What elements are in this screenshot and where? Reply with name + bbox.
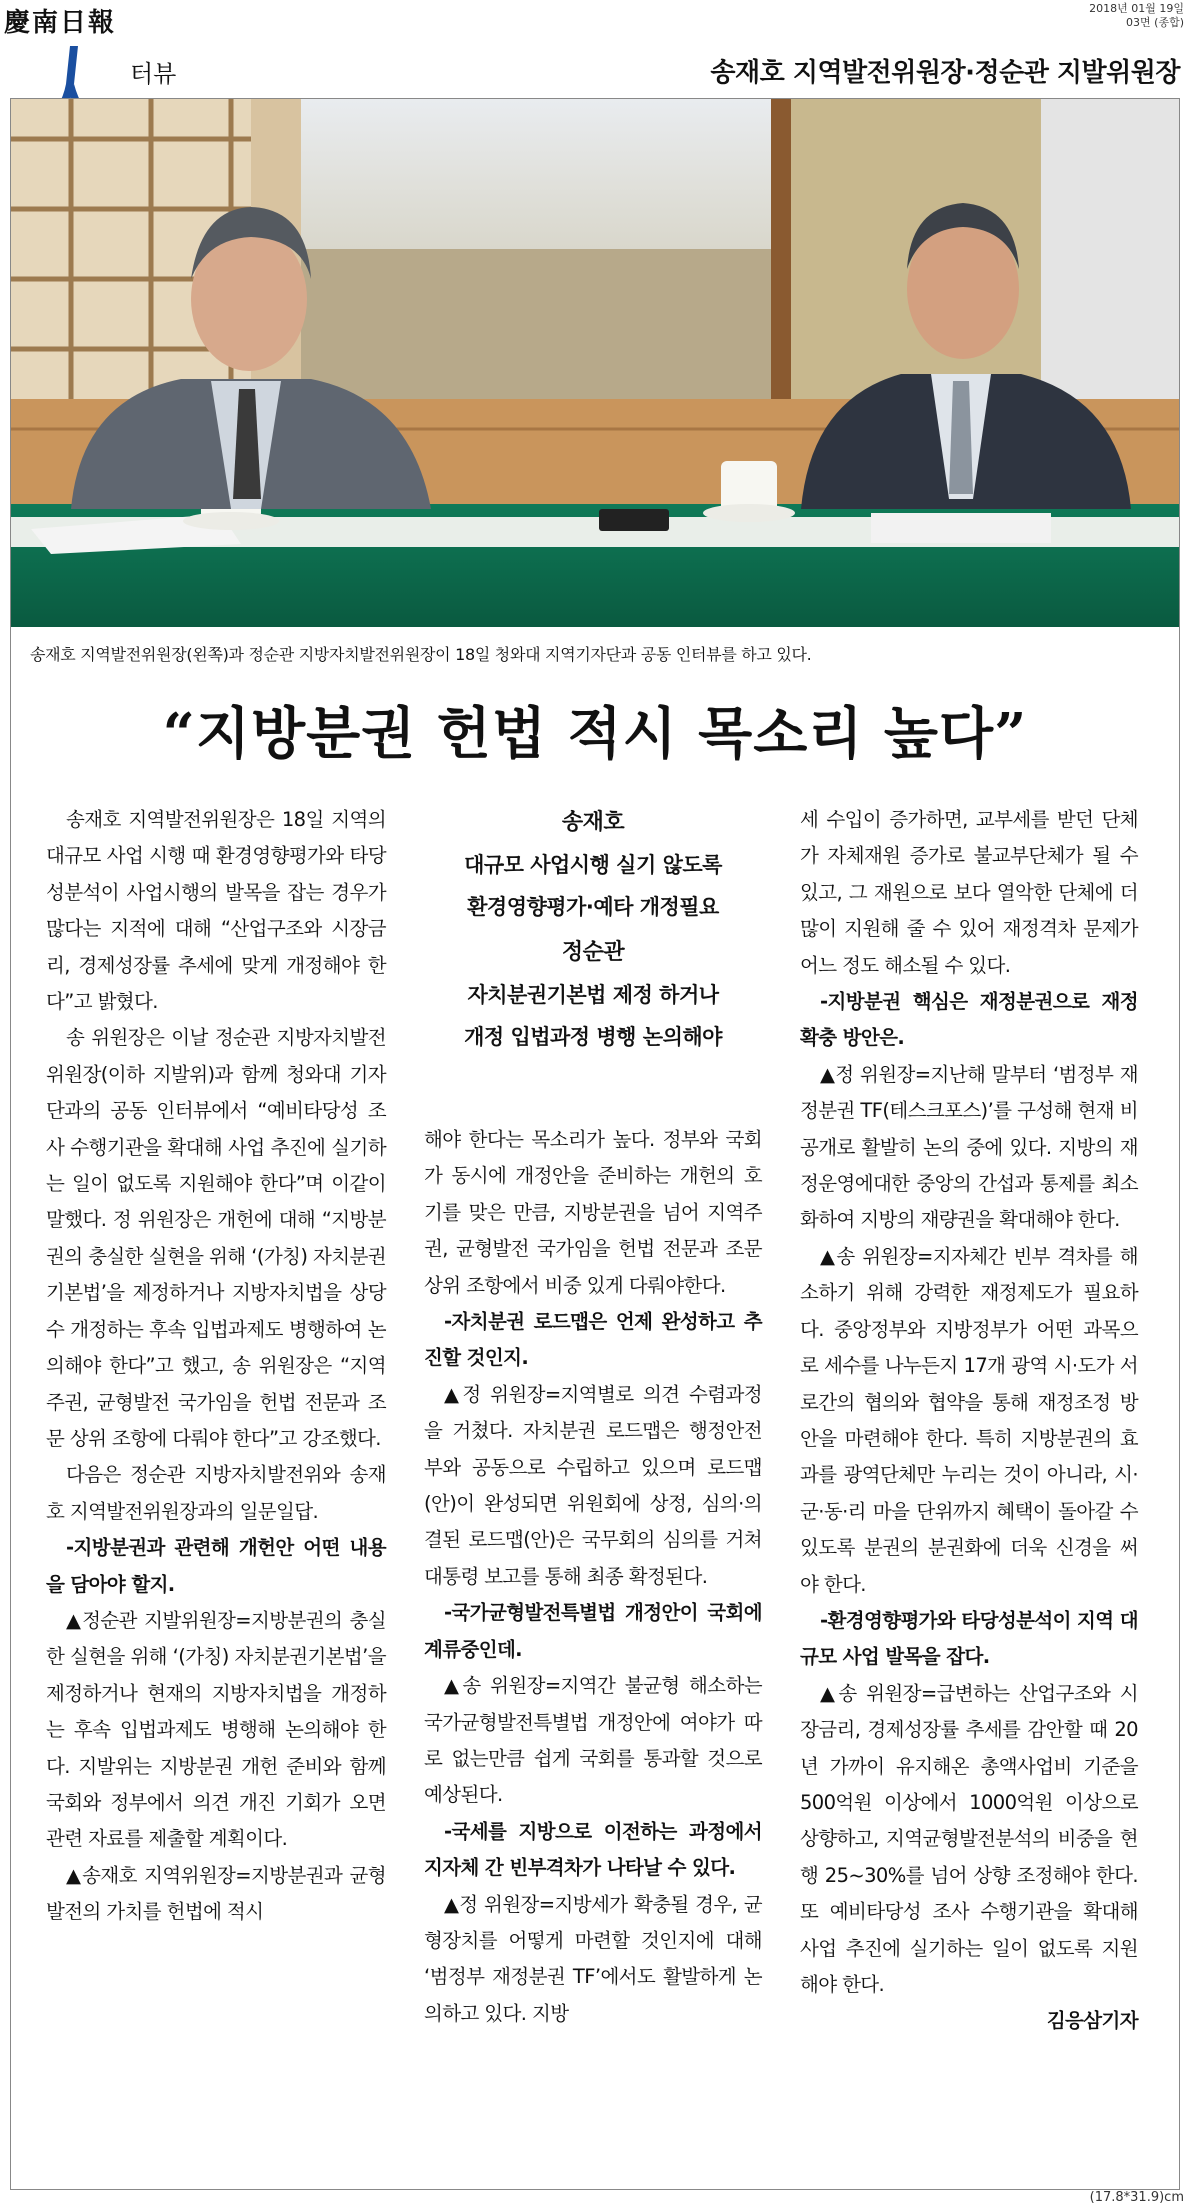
edition-info — [1089, 2, 1184, 30]
paragraph: 다음은 정순관 지방자치발전위와 송재호 지역발전위원장과의 일문일답. — [46, 1463, 386, 1523]
answer: ▲정순관 지발위원장=지방분권의 충실한 실현을 위해 ‘(가칭) 자치분권기본법’을 제정하거나 현재의 지방자치법을 개정하는 후속 입법과제도 병행해 논의해야 한다. 지발위는 지방분권 개헌 준비와 함께 국회와 정부에서 의견 개진 기회가 오면 관련 자료를 제출할 계획이다. — [46, 1608, 386, 1851]
column-2-body — [424, 1122, 762, 2032]
answer: ▲정 위원장=지역별로 의견 수렴과정을 거쳤다. 자치분권 로드맵은 행정안전부와 공동으로 수립하고 있으며 로드맵(안)이 완성되면 위원회에 상정, 심의·의결된 로드맵(안)은 국무회의 심의를 거쳐 대통령 보고를 통해 최종 확정된다. — [424, 1382, 762, 1588]
answer: ▲정 위원장=지방세가 확충될 경우, 균형장치를 어떻게 마련할 것인지에 대해 ‘범정부 재정분권 TF’에서도 활발하게 논의하고 있다. 지방 — [424, 1892, 762, 2025]
question: -국세를 지방으로 이전하는 과정에서 지자체 간 빈부격차가 나타날 수 있다. — [424, 1819, 762, 1880]
answer: ▲정 위원장=지난해 말부터 ‘범정부 재정분권 TF(테스크포스)’를 구성해 현재 비공개로 활발히 논의 중에 있다. 지방의 재정운영에대한 중앙의 간섭과 통제를 최소화하여 지방의 재량권을 확대해야 한다. — [800, 1062, 1138, 1232]
answer: ▲송 위원장=지자체간 빈부 격차를 해소하기 위해 강력한 재정제도가 필요하다. 중앙정부와 지방정부가 어떤 과목으로 세수를 나누든지 17개 광역 시·도가 서로간의 협의와 협약을 통해 재정조정 방안을 마련해야 한다. 특히 지방분권의 효과를 광역단체만 누리는 것이 아니라, 시·군·동·리 마을 단위까지 혜택이 돌아갈 수 있도록 분권의 분권화에 더욱 신경을 써야 한다. — [800, 1244, 1138, 1596]
headline: “지방분권 헌법 적시 목소리 높다” — [162, 701, 1028, 767]
answer: ▲송 위원장=급변하는 산업구조와 시장금리, 경제성장률 추세를 감안할 때 20년 가까이 유지해온 총액사업비 기준을 500억원 이상에서 1000억원 이상으로 상향하고, 지역균형발전분석의 비중을 현행 25~30%를 넘어 상향 조정해야 한다. 또 예비타당성 조사 수행기관을 확대해 사업 추진에 실기하는 일이 없도록 지원해야 한다. — [800, 1681, 1138, 1996]
question: -지방분권 핵심은 재정분권으로 재정 확충 방안은. — [800, 990, 1138, 1050]
clipping-size: (17.8*31.9)cm — [1089, 2190, 1184, 2205]
article-column-2 — [424, 802, 762, 2025]
section-bar — [10, 44, 1180, 96]
answer: ▲송 위원장=지역간 불균형 해소하는 국가균형발전특별법 개정안에 여야가 따로 없는만큼 쉽게 국회를 통과할 것으로 예상된다. — [424, 1674, 762, 1807]
masthead — [0, 0, 1190, 40]
newspaper-logo: 慶南日報 — [4, 8, 117, 38]
paragraph: 해야 한다는 목소리가 높다. 정부와 국회가 동시에 개정안을 준비하는 개헌의 호기를 맞은 만큼, 지방분권을 넘어 지역주권, 균형발전 국가임을 헌법 전문과 조문 상위 조항에서 비중 있게 다뤄야한다. — [424, 1128, 762, 1297]
question: -자치분권 로드맵은 언제 완성하고 추진할 것인지. — [424, 1310, 762, 1370]
section-label: 터뷰 — [130, 60, 177, 88]
subhead-line: 개정 입법과정 병행 논의해야 — [464, 1025, 722, 1049]
subheads — [424, 802, 762, 1058]
question: -지방분권과 관련해 개헌안 어떤 내용을 담아야 할지. — [46, 1536, 386, 1596]
interview-title: 송재호 지역발전위원장·정순관 지발위원장 — [710, 58, 1180, 88]
subhead-name-1: 송재호 — [561, 810, 625, 835]
subhead-line: 환경영향평가·예타 개정필요 — [467, 895, 719, 919]
paragraph: 송 위원장은 이날 정순관 지방자치발전위원장(이하 지발위)과 함께 청와대 기자단과의 공동 인터뷰에서 “예비타당성 조사 수행기관을 확대해 사업 추진에 실기하는 일이 없도록 지원해야 한다”며 이같이 말했다. 정 위원장은 개헌에 대해 “지방분권의 충실한 실현을 위해 ‘(가칭) 자치분권기본법’을 제정하거나 지방자치법을 상당수 개정하는 후속 입법과제도 병행하여 논의해야 한다”고 했고, 송 위원장은 “지역주권, 균형발전 국가임을 헌법 전문과 조문 상위 조항에 다뤄야 한다”고 강조했다. — [46, 1026, 386, 1450]
subhead-name-2: 정순관 — [561, 940, 625, 965]
answer: ▲송재호 지역위원장=지방분권과 균형발전의 가치를 헌법에 적시 — [46, 1863, 386, 1924]
subhead-line: 자치분권기본법 제정 하거나 — [467, 983, 719, 1007]
issue-date: 2018년 01월 19일 — [1089, 2, 1184, 15]
article-column-1 — [46, 802, 386, 1931]
page-number: 03면 (종합) — [1126, 16, 1184, 29]
subhead-line: 대규모 사업시행 실기 않도록 — [464, 853, 722, 877]
byline: 김응삼기자 — [1046, 2009, 1138, 2033]
question: -국가균형발전특별법 개정안이 국회에 계류중인데. — [424, 1601, 762, 1661]
question: -환경영향평가와 타당성분석이 지역 대규모 사업 발목을 잡다. — [800, 1608, 1138, 1669]
article-column-3 — [800, 802, 1138, 2040]
paragraph: 세 수입이 증가하면, 교부세를 받던 단체가 자체재원 증가로 불교부단체가 될 수 있고, 그 재원으로 보다 열악한 단체에 더 많이 지원해 줄 수 있어 재정격차 문제가 어느 정도 해소될 수 있다. — [800, 808, 1138, 977]
interview-photo — [11, 99, 1179, 627]
photo-caption: 송재호 지역발전위원장(왼쪽)과 정순관 지방자치발전위원장이 18일 청와대 지역기자단과 공동 인터뷰를 하고 있다. — [30, 645, 812, 664]
paragraph: 송재호 지역발전위원장은 18일 지역의 대규모 사업 시행 때 환경영향평가와 타당성분석이 사업시행의 발목을 잡는 경우가 많다는 지적에 대해 “산업구조와 시장금리, 경제성장률 추세에 맞게 개정해야 한다”고 밝혔다. — [46, 808, 386, 1014]
